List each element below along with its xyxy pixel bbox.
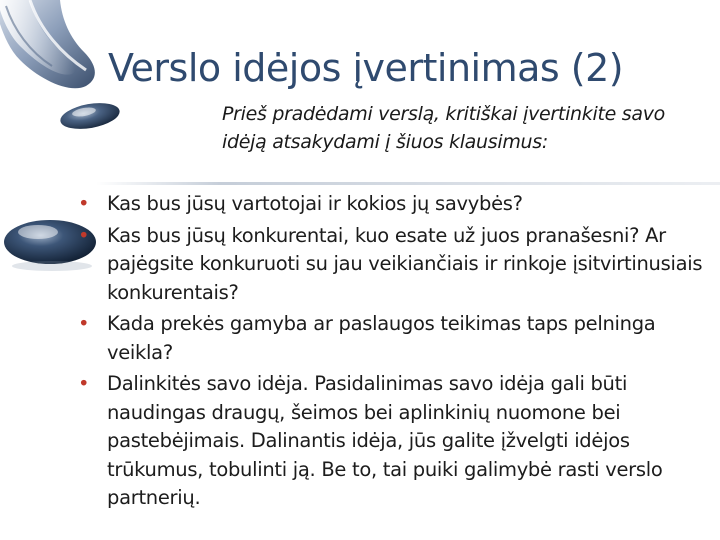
bullet-icon: •: [78, 192, 90, 215]
bullet-text: Dalinkitės savo idėja. Pasidalinimas savo idėja gali būti naudingas draugų, šeimos bei aplinkinių nuomone bei pastebėjimais. Dalinantis idėja, jūs galite įžvelgti idėjos trūkumus, tobulinti ją. Be to, tai puiki galimybė rasti verslo partnerių.: [107, 372, 663, 509]
bullet-icon: •: [78, 372, 90, 395]
bullet-item: [78, 190, 708, 219]
bullet-icon: •: [78, 312, 90, 335]
bullet-item: [78, 222, 708, 308]
divider: [96, 182, 720, 185]
slide-title: Verslo idėjos įvertinimas (2): [108, 46, 624, 90]
bullet-item: [78, 370, 708, 513]
bullet-text: Kas bus jūsų vartotojai ir kokios jų savybės?: [107, 192, 523, 215]
slide-subtitle: Prieš pradėdami verslą, kritiškai įvertinkite savo idėją atsakydami į šiuos klausimus:: [222, 103, 665, 153]
bullet-text: Kas bus jūsų konkurentai, kuo esate už juos pranašesni? Ar pajėgsite konkuruoti su jau veikiančiais ir rinkoje įsitvirtinusiais konkurentais?: [107, 223, 703, 304]
bullet-list: [78, 190, 708, 516]
bullet-icon: •: [78, 223, 90, 247]
bullet-text: Kada prekės gamyba ar paslaugos teikimas taps pelninga veikla?: [107, 312, 656, 364]
bullet-item: [78, 310, 708, 367]
